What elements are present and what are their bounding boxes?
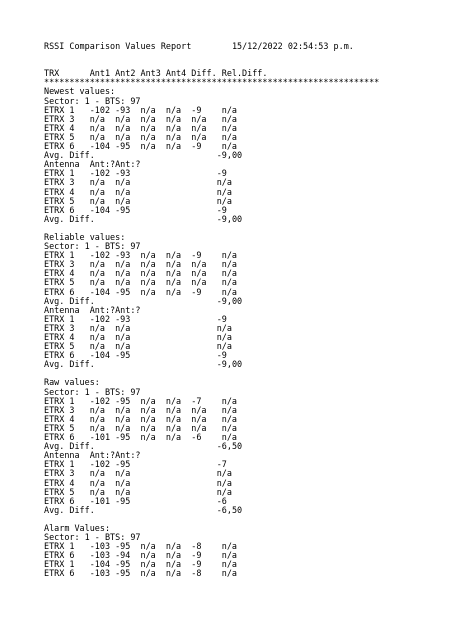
table-cell: n/a [221,113,237,124]
sector-text: Sector: 1 - BTS: 97 [44,532,141,543]
antenna-cell: ETRX 1 [44,168,75,179]
antenna-cell: n/a [216,322,232,333]
table-cell: n/a [221,559,237,570]
table-cell: n/a [165,277,182,288]
antenna-cell: ETRX 1 [44,313,75,324]
antenna-header-cell: Ant:? [89,450,116,461]
antenna-header-cell: Ant:? [89,304,116,315]
antenna-cell: n/a [89,177,105,188]
section-heading-text: Raw values: [44,377,100,388]
table-cell: n/a [165,413,182,424]
table-cell: -95 [115,395,131,406]
table-cell: n/a [165,422,182,433]
table-cell: -6 [191,432,202,443]
antenna-avg-diff-row [44,360,379,369]
antenna-cell: n/a [115,468,131,479]
table-cell: -95 [115,141,131,152]
table-cell: n/a [140,104,156,115]
antenna-cell: -6 [216,495,227,506]
table-cell: n/a [165,541,182,552]
table-cell: ETRX 4 [44,122,75,133]
table-cell: n/a [140,550,156,561]
table-cell: -102 [89,104,111,115]
table-cell: n/a [140,432,156,443]
sector-text: Sector: 1 - BTS: 97 [44,95,141,106]
sector-text: Sector: 1 - BTS: 97 [44,241,141,252]
table-cell: n/a [221,432,237,443]
table-cell: -95 [115,568,131,579]
antenna-avg-diff-row [44,215,379,224]
table-cell: n/a [165,141,182,152]
table-cell: -95 [115,432,131,443]
table-cell: -103 [89,568,111,579]
table-cell: n/a [140,250,156,261]
antenna-cell: -93 [115,313,131,324]
table-cell: n/a [115,259,131,270]
antenna-cell: n/a [115,341,131,352]
antenna-cell: ETRX 3 [44,322,75,333]
antenna-cell: n/a [216,177,232,188]
table-cell: n/a [115,422,131,433]
antenna-cell: ETRX 6 [44,495,75,506]
table-cell: ETRX 3 [44,113,75,124]
table-cell: ETRX 5 [44,277,75,288]
table-cell: n/a [221,413,237,424]
antenna-cell: ETRX 4 [44,332,75,342]
avg-diff-label: Avg. Diff. [44,441,95,452]
avg-diff-value: -6,50 [216,504,243,515]
table-cell: n/a [165,395,182,406]
antenna-cell: n/a [115,322,131,333]
table-cell: n/a [191,422,207,433]
table-cell: n/a [140,568,156,579]
table-cell: -9 [191,250,202,261]
table-cell: n/a [165,131,182,142]
antenna-cell: n/a [216,195,232,206]
antenna-cell: n/a [89,186,105,197]
column-header: Rel.Diff. [221,68,268,79]
table-cell: n/a [115,268,131,279]
table-cell: n/a [140,541,156,552]
table-cell: n/a [165,286,182,297]
table-cell: n/a [140,422,156,433]
column-header: Ant1 [89,68,111,79]
table-cell: n/a [191,413,207,424]
antenna-cell: n/a [89,468,105,479]
antenna-cell: n/a [216,186,232,197]
antenna-cell: -104 [89,204,111,215]
avg-diff-value: -6,50 [216,441,243,452]
antenna-cell: -101 [89,495,111,506]
table-cell: n/a [140,268,156,279]
antenna-cell: -9 [216,168,227,179]
antenna-cell: n/a [216,486,232,497]
rssi-report [44,42,379,579]
separator: ****************************************************************** [44,77,380,88]
table-cell: ETRX 1 [44,395,75,406]
table-cell: n/a [115,113,131,124]
antenna-cell: n/a [115,177,131,188]
antenna-cell: n/a [216,341,232,352]
antenna-cell: -104 [89,350,111,361]
antenna-cell: n/a [89,486,105,497]
antenna-cell: n/a [89,195,105,206]
table-cell: ETRX 6 [44,568,75,579]
antenna-cell: n/a [216,477,232,488]
antenna-header-cell: Antenna [44,450,80,461]
table-cell: n/a [221,286,237,297]
blank-line [44,51,379,60]
antenna-cell: ETRX 1 [44,459,75,470]
antenna-cell: -95 [115,459,131,470]
table-cell: n/a [115,404,131,415]
table-cell: -95 [115,286,131,297]
antenna-cell: n/a [115,186,131,197]
report-timestamp: 15/12/2022 02:54:53 p.m. [231,41,354,51]
table-cell: n/a [191,259,207,270]
antenna-cell: ETRX 6 [44,350,75,361]
table-cell: n/a [165,559,182,570]
table-cell: ETRX 4 [44,268,75,279]
table-cell: -104 [89,141,111,152]
avg-diff-label: Avg. Diff. [44,295,95,306]
antenna-cell: -7 [216,459,227,470]
table-cell: n/a [89,122,105,133]
report-header [44,42,379,51]
table-cell: n/a [191,277,207,288]
table-cell: -95 [115,559,131,570]
table-cell: n/a [221,141,237,152]
antenna-cell: -95 [115,204,131,215]
table-cell: ETRX 6 [44,141,75,152]
table-cell: n/a [165,113,182,124]
table-cell: n/a [221,568,237,579]
antenna-cell: n/a [89,322,105,333]
table-cell: ETRX 1 [44,104,75,115]
table-cell: ETRX 6 [44,286,75,297]
table-cell: n/a [140,395,156,406]
table-cell: -8 [191,541,202,552]
table-cell: -95 [115,541,131,552]
table-cell: n/a [89,131,105,142]
table-cell: -94 [115,550,131,561]
table-cell: n/a [221,404,237,415]
table-cell: -103 [89,541,111,552]
antenna-cell: -95 [115,495,131,506]
table-cell: n/a [191,113,207,124]
table-cell: n/a [89,422,105,433]
table-cell: n/a [89,404,105,415]
antenna-cell: ETRX 6 [44,204,75,215]
table-cell: n/a [89,277,105,288]
avg-diff-label: Avg. Diff. [44,150,95,161]
table-cell: -9 [191,550,202,561]
table-cell: n/a [140,286,156,297]
table-cell: n/a [191,268,207,279]
table-cell: -93 [115,250,131,261]
report-title: RSSI Comparison Values Report [44,41,192,51]
antenna-cell: -9 [216,204,227,215]
antenna-cell: -102 [89,313,111,324]
column-header: Diff. [191,68,217,79]
antenna-cell: ETRX 3 [44,177,75,188]
table-cell: ETRX 5 [44,422,75,433]
table-cell: n/a [221,259,237,270]
table-cell: n/a [221,395,237,406]
antenna-avg-diff-row [44,506,379,515]
table-cell: n/a [221,122,237,133]
antenna-cell: n/a [216,468,232,479]
table-cell: -7 [191,395,202,406]
table-cell: n/a [191,404,207,415]
table-cell: n/a [89,113,105,124]
table-cell: n/a [115,131,131,142]
table-cell: ETRX 4 [44,413,75,424]
table-cell: -9 [191,141,202,152]
section-heading-text: Newest values: [44,86,116,97]
table-cell: -104 [89,559,111,570]
antenna-header-cell: Antenna [44,159,80,170]
avg-diff-value: -9,00 [216,295,243,306]
antenna-cell: -102 [89,459,111,470]
table-cell: n/a [221,131,237,142]
table-cell: ETRX 5 [44,131,75,142]
table-cell: n/a [140,113,156,124]
column-header: Ant4 [165,68,187,79]
table-cell: n/a [165,250,182,261]
antenna-cell: ETRX 5 [44,486,75,497]
antenna-cell: n/a [89,332,105,342]
table-cell: n/a [140,122,156,133]
table-cell: n/a [165,122,182,133]
section-heading-text: Reliable values: [44,231,126,242]
antenna-cell: -9 [216,350,227,361]
table-cell: -102 [89,395,111,406]
avg-diff-label: Avg. Diff. [44,504,95,515]
table-cell: n/a [191,131,207,142]
antenna-cell: n/a [115,332,131,342]
antenna-cell: -9 [216,313,227,324]
antenna-cell: n/a [216,332,232,342]
antenna-cell: -93 [115,168,131,179]
table-cell: n/a [140,413,156,424]
column-header: TRX [44,68,60,79]
sector-text: Sector: 1 - BTS: 97 [44,386,141,397]
antenna-header-cell: Ant:? [89,159,116,170]
table-cell: n/a [140,141,156,152]
antenna-cell: ETRX 5 [44,195,75,206]
table-cell: n/a [221,550,237,561]
table-cell: n/a [140,559,156,570]
table-cell: n/a [165,568,182,579]
table-cell: n/a [221,268,237,279]
table-cell: ETRX 1 [44,559,75,570]
antenna-header-cell: Ant:? [115,304,141,315]
table-cell: n/a [140,277,156,288]
table-cell: n/a [165,550,182,561]
antenna-cell: -95 [115,350,131,361]
table-cell: n/a [165,104,182,115]
table-cell: n/a [221,104,237,115]
table-cell: n/a [221,541,237,552]
avg-diff-value: -9,00 [216,150,243,161]
table-row [44,569,379,578]
table-cell: n/a [191,122,207,133]
antenna-cell: ETRX 5 [44,341,75,352]
antenna-cell: n/a [89,341,105,352]
antenna-cell: ETRX 4 [44,477,75,488]
section-heading-text: Alarm Values: [44,522,111,533]
avg-diff-value: -9,00 [216,359,243,370]
antenna-header-cell: Ant:? [115,159,141,170]
antenna-cell: ETRX 4 [44,186,75,197]
avg-diff-label: Avg. Diff. [44,213,95,224]
column-header: Ant2 [115,68,136,79]
table-cell: n/a [115,277,131,288]
table-cell: n/a [165,432,182,443]
table-cell: n/a [115,413,131,424]
table-cell: n/a [140,131,156,142]
table-cell: -9 [191,104,202,115]
table-cell: -93 [115,104,131,115]
table-cell: n/a [140,259,156,270]
table-cell: n/a [221,422,237,433]
table-cell: n/a [221,250,237,261]
antenna-cell: n/a [89,477,105,488]
table-cell: -9 [191,286,202,297]
table-cell: -102 [89,250,111,261]
table-cell: -103 [89,550,111,561]
table-cell: -9 [191,559,202,570]
table-cell: n/a [89,259,105,270]
table-cell: n/a [165,259,182,270]
antenna-cell: n/a [115,486,131,497]
table-cell: ETRX 1 [44,250,75,261]
table-cell: n/a [140,404,156,415]
table-cell: n/a [221,277,237,288]
table-cell: ETRX 6 [44,432,75,443]
table-cell: ETRX 6 [44,550,75,561]
column-header: Ant3 [140,68,161,79]
antenna-header-cell: Ant:? [115,450,141,461]
avg-diff-label: Avg. Diff. [44,359,95,370]
table-cell: -8 [191,568,202,579]
avg-diff-value: -9,00 [216,213,243,224]
antenna-header-cell: Antenna [44,304,80,315]
table-cell: n/a [165,404,182,415]
table-cell: n/a [89,413,105,424]
antenna-cell: n/a [115,195,131,206]
table-cell: -101 [89,432,111,443]
antenna-cell: ETRX 3 [44,468,75,479]
table-cell: n/a [165,268,182,279]
table-cell: n/a [89,268,105,279]
antenna-cell: -102 [89,168,111,179]
table-cell: ETRX 3 [44,259,75,270]
antenna-cell: n/a [115,477,131,488]
table-cell: ETRX 3 [44,404,75,415]
table-cell: ETRX 1 [44,541,75,552]
table-cell: n/a [115,122,131,133]
table-cell: -104 [89,286,111,297]
